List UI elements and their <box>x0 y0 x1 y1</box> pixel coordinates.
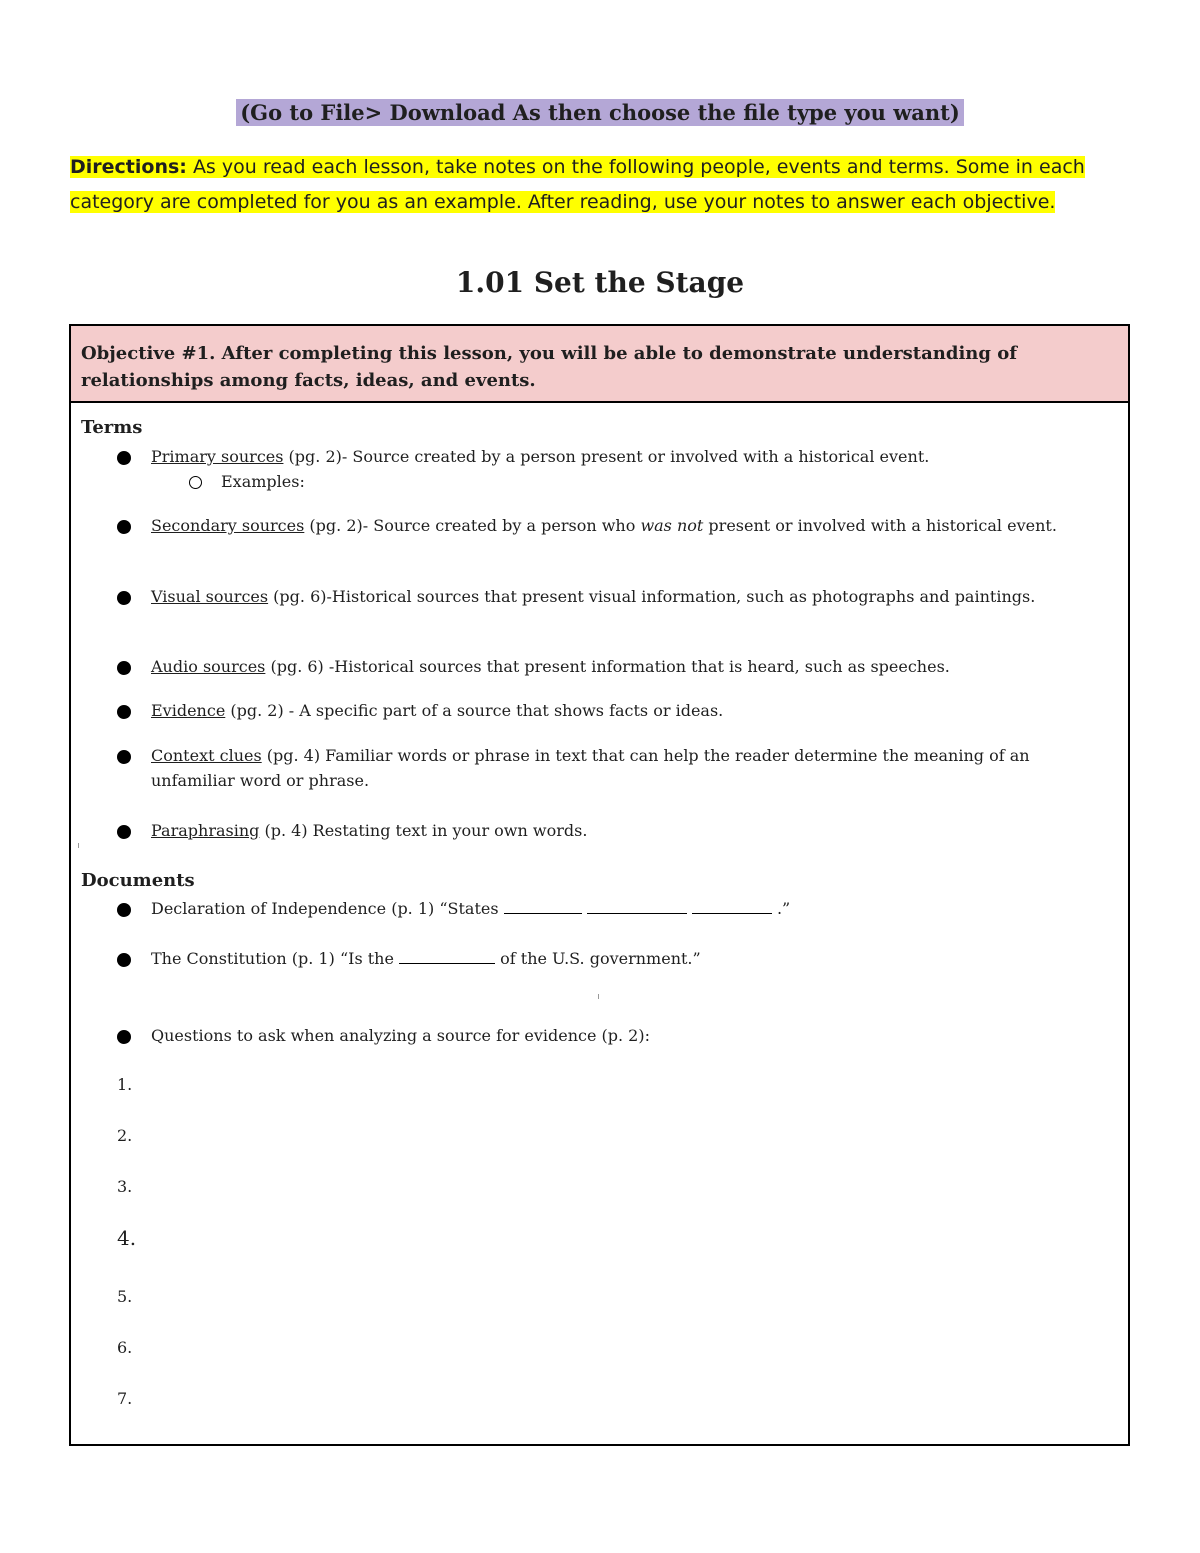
term-emphasis: was not <box>640 516 704 535</box>
term-definition: (pg. 2) - A specific part of a source that shows facts or ideas. <box>225 701 724 720</box>
term-definition-part: (pg. 2)- Source created by a person who <box>304 516 641 535</box>
term-item-audio-sources <box>151 654 1111 679</box>
question-number: 1. <box>117 1075 133 1094</box>
examples-label: Examples: <box>221 472 305 491</box>
declaration-text-end: .” <box>771 899 791 918</box>
stray-mark <box>78 843 79 848</box>
bullet-icon <box>117 825 131 839</box>
question-number: 5. <box>117 1287 133 1306</box>
constitution-item <box>151 946 1111 971</box>
term-item-paraphrasing <box>151 818 1111 843</box>
fill-in-blank <box>587 897 687 914</box>
term-name: Context clues <box>151 746 262 765</box>
objective-box <box>69 324 1130 1446</box>
stray-mark <box>598 994 599 999</box>
term-name: Primary sources <box>151 447 284 466</box>
download-instruction-banner <box>0 100 1200 125</box>
term-name: Secondary sources <box>151 516 305 535</box>
directions-label: Directions: <box>70 156 187 178</box>
question-number: 7. <box>117 1389 133 1408</box>
question-number: 4. <box>117 1226 137 1250</box>
bullet-icon <box>117 705 131 719</box>
term-definition: (p. 4) Restating text in your own words. <box>259 821 588 840</box>
question-number: 6. <box>117 1338 133 1357</box>
term-name: Visual sources <box>151 587 269 606</box>
question-number: 3. <box>117 1177 133 1196</box>
term-item-context-clues <box>151 743 1111 793</box>
term-name: Audio sources <box>151 657 266 676</box>
term-item-secondary-sources <box>151 513 1111 538</box>
terms-heading: Terms <box>81 417 143 438</box>
declaration-item <box>151 896 1111 921</box>
fill-in-blank <box>399 947 495 964</box>
bullet-icon <box>117 750 131 764</box>
objective-text: . After completing this lesson, you will be able to demonstrate understanding of relationships among facts, ideas, and events. <box>81 343 1017 391</box>
constitution-text-end: of the U.S. government.” <box>495 949 701 968</box>
directions-paragraph <box>70 150 1130 220</box>
constitution-text: The Constitution (p. 1) “Is the <box>151 949 400 968</box>
directions-text: As you read each lesson, take notes on the following people, events and terms. Some in each category are completed for you as an example. After reading, use your notes to answer each objective. <box>70 156 1085 213</box>
declaration-text: Declaration of Independence (p. 1) “States <box>151 899 504 918</box>
fill-in-blank <box>692 897 772 914</box>
bullet-icon <box>117 903 131 917</box>
bullet-icon <box>117 520 131 534</box>
questions-item: Questions to ask when analyzing a source for evidence (p. 2): <box>151 1026 650 1045</box>
bullet-icon <box>117 1030 131 1044</box>
term-item-evidence <box>151 698 1111 723</box>
term-item-primary-sources <box>151 444 1111 469</box>
term-definition: (pg. 2)- Source created by a person present or involved with a historical event. <box>283 447 930 466</box>
download-instruction-text: (Go to File> Download As then choose the file type you want) <box>236 99 964 126</box>
objective-header <box>71 326 1128 403</box>
bullet-icon <box>117 451 131 465</box>
lesson-title: 1.01 Set the Stage <box>455 266 745 299</box>
fill-in-blank <box>504 897 582 914</box>
bullet-icon <box>117 953 131 967</box>
documents-heading: Documents <box>81 870 195 891</box>
question-number: 2. <box>117 1126 133 1145</box>
objective-label: Objective #1 <box>81 343 210 364</box>
term-name: Evidence <box>151 701 226 720</box>
bullet-icon <box>117 661 131 675</box>
term-name: Paraphrasing <box>151 821 260 840</box>
term-definition: (pg. 6)-Historical sources that present visual information, such as photographs and paintings. <box>268 587 1036 606</box>
term-definition-part: present or involved with a historical event. <box>703 516 1057 535</box>
term-definition: (pg. 4) Familiar words or phrase in text that can help the reader determine the meaning of an unfamiliar word or phrase. <box>151 746 1030 790</box>
bullet-icon <box>117 591 131 605</box>
term-definition: (pg. 6) -Historical sources that present information that is heard, such as speeches. <box>265 657 950 676</box>
term-item-visual-sources <box>151 584 1111 609</box>
hollow-bullet-icon <box>189 476 202 489</box>
